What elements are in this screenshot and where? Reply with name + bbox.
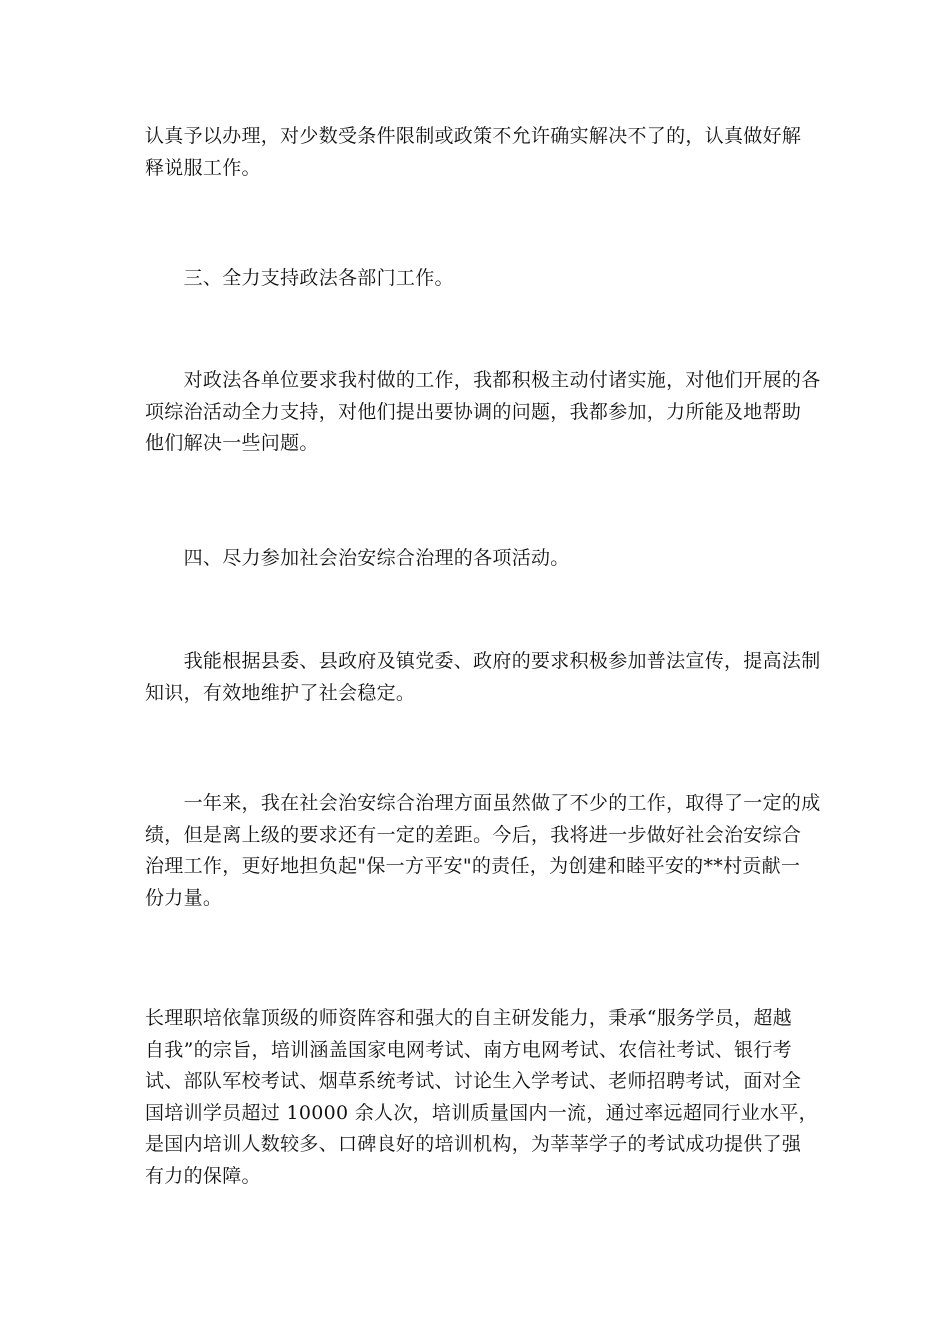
paragraph-legal-publicity: [145, 646, 821, 709]
paragraph-training-ad: [145, 1003, 818, 1192]
paragraph-support-political-legal: [145, 365, 821, 460]
text-line: 认真予以办理，对少数受条件限制或政策不允许确实解决不了的，认真做好解: [145, 125, 802, 147]
text-line: 份力量。: [145, 886, 223, 909]
text-line: 释说服工作。: [145, 156, 261, 179]
text-line: 知识，有效地维护了社会稳定。: [145, 681, 416, 704]
text-line: 绩，但是离上级的要求还有一定的差距。今后，我将进一步做好社会治安综合: [145, 823, 802, 846]
section-heading-four: [145, 543, 805, 575]
paragraph-handling-explanation: [145, 121, 805, 184]
text-line: 试、部队军校考试、烟草系统考试、讨论生入学考试、老师招聘考试，面对全: [145, 1070, 802, 1092]
text-line: 自我”的宗旨，培训涵盖国家电网考试、南方电网考试、农信社考试、银行考: [145, 1038, 792, 1061]
text-line: 治理工作，更好地担负起"保一方平安"的责任，为创建和睦平安的**村贡献一: [145, 855, 801, 877]
text-line: 有力的保障。: [145, 1164, 261, 1187]
text-line: 他们解决一些问题。: [145, 432, 319, 454]
text-line: 对政法各单位要求我村做的工作，我都积极主动付诸实施，对他们开展的各: [145, 369, 821, 391]
text-line: 项综治活动全力支持，对他们提出要协调的问题，我都参加，力所能及地帮助: [145, 400, 802, 423]
text-line: 是国内培训人数较多、口碑良好的培训机构，为莘莘学子的考试成功提供了强: [145, 1133, 802, 1155]
text-line: 我能根据县委、县政府及镇党委、政府的要求积极参加普法宣传，提高法制: [145, 650, 821, 672]
heading-text: 三、全力支持政法各部门工作。: [145, 267, 454, 289]
text-line: 一年来，我在社会治安综合治理方面虽然做了不少的工作，取得了一定的成: [145, 792, 821, 814]
paragraph-year-summary: [145, 788, 821, 914]
section-heading-three: [145, 263, 805, 295]
heading-text: 四、尽力参加社会治安综合治理的各项活动。: [145, 547, 570, 569]
text-line: 国培训学员超过 10000 余人次，培训质量国内一流，通过率远超同行业水平，: [145, 1101, 818, 1124]
text-line: 长理职培依靠顶级的师资阵容和强大的自主研发能力，秉承“服务学员，超越: [145, 1007, 792, 1029]
